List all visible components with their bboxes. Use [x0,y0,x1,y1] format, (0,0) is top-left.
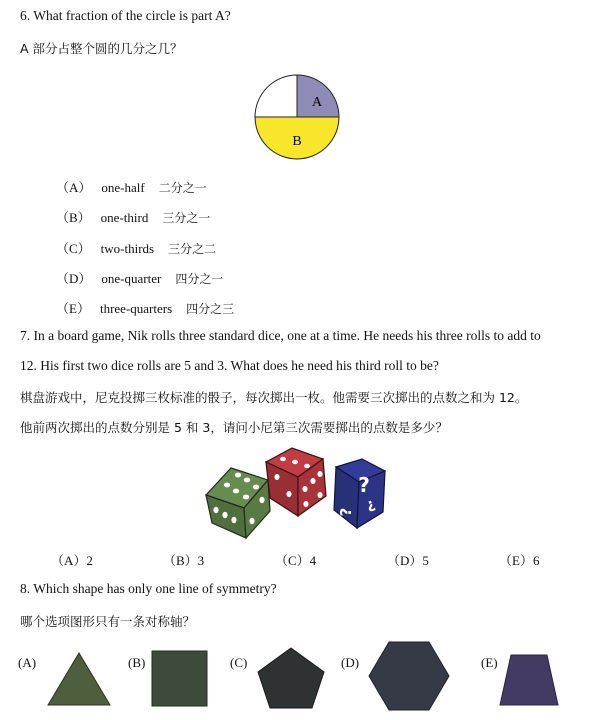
option-en: one-third [100,210,149,225]
q8-label-e[interactable]: (E) [481,655,498,670]
q6-question-en: 6. What fraction of the circle is part A? [20,8,231,23]
circle-label-b: B [292,134,302,149]
option-letter: （D） [56,271,92,286]
q8-question-en: 8. Which shape has only one line of symmetry? [20,581,277,596]
blue-die-question-mark-side: ? [337,507,355,517]
option-zh: 四分之一 [175,272,224,286]
option-letter: （B） [56,210,91,225]
triangle-shape[interactable] [48,653,110,705]
option-letter: （A） [56,180,92,195]
option-en: one-half [101,180,145,195]
q7-answer-c[interactable]: （C）4 [275,553,317,568]
q8-question-zh: 哪个选项图形只有一条对称轴？ [20,614,196,629]
q7-question-en-line2: 12. His first two dice rolls are 5 and 3. What does he need his third roll to be? [20,358,439,373]
q7-answer-e[interactable]: （E）6 [499,553,540,568]
square-shape[interactable] [152,651,207,706]
option-en: one-quarter [101,271,162,286]
q7-answer-b[interactable]: （B）3 [163,553,205,568]
circle-label-a: A [311,95,323,110]
option-zh: 二分之一 [158,181,207,195]
option-zh: 三分之二 [168,242,217,256]
option-en: two-thirds [100,241,155,256]
option-letter: （E） [56,301,90,316]
q7-question-zh-line2: 他前两次掷出的点数分别是 5 和 3，请问小尼第三次需要掷出的点数是多少？ [20,420,448,435]
q6-question-zh: A 部分占整个圆的几分之几？ [20,41,183,56]
q7-answer-a[interactable]: （A）2 [51,553,93,568]
q8-label-b[interactable]: (B) [128,655,146,670]
blue-die-question-mark: ? [358,473,370,497]
option-zh: 四分之三 [186,302,235,316]
hexagon-shape[interactable] [369,642,449,710]
option-letter: （C） [56,241,91,256]
q8-label-c[interactable]: (C) [230,655,248,670]
q8-label-a[interactable]: (A) [18,655,37,670]
option-en: three-quarters [99,301,173,316]
option-zh: 三分之一 [162,211,211,225]
pentagon-shape[interactable] [258,648,324,708]
q7-question-zh-line1: 棋盘游戏中，尼克投掷三枚标准的骰子，每次掷出一枚。他需要三次掷出的点数之和为 12。 [20,390,528,405]
q7-question-en-line1: 7. In a board game, Nik rolls three standard dice, one at a time. He needs his three rolls to add to [20,328,541,343]
q8-label-d[interactable]: (D) [341,655,360,670]
blue-die-question-mark-right: ? [364,496,378,514]
q7-answer-d[interactable]: （D）5 [387,553,429,568]
trapezoid-shape[interactable] [500,655,558,705]
